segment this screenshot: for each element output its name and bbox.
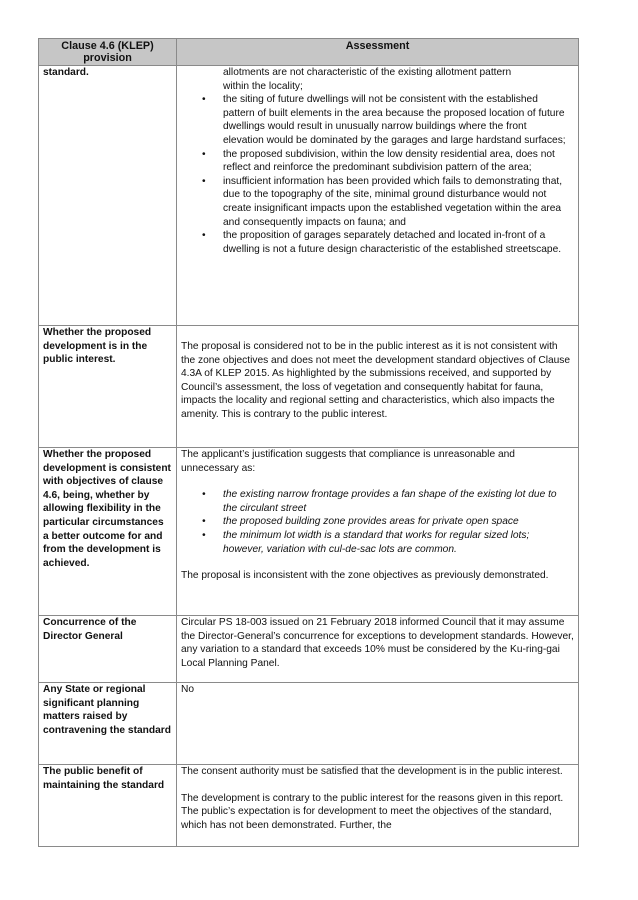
italic-bullet-list [181,488,572,556]
provision-cell: The public benefit of maintaining the standard [39,765,177,847]
list-item: • insufficient information has been provided which fails to demonstrating that, due to the topography of the site, minimal ground disturbance would not create insignificant impacts upon the established vegetation within the area and consequently impacts on fauna; and [223,175,570,229]
assessment-text: The development is contrary to the public interest for the reasons given in this report. The public’s expectation is for development to meet the objectives of the standard, which has not been demonstrated. Further, the [181,792,564,831]
provision-cell: Any State or regional significant planning matters raised by contravening the standard [39,683,177,765]
list-item: • the proposed building zone provides areas for private open space [223,515,572,529]
text-line: allotments are not characteristic of the existing allotment pattern [223,67,512,78]
table-row [39,448,579,616]
provision-cell: Whether the proposed development is consistent with objectives of clause 4.6, being, whether by allowing flexibility in the particular circumstances a better outcome for and from the development is achieved. [39,448,177,616]
assessment-cell [177,683,579,765]
assessment-cell [177,326,579,448]
table-header-row [39,39,579,66]
table-row [39,616,579,683]
provision-cell: Whether the proposed development is in the public interest. [39,326,177,448]
table-row [39,326,579,448]
assessment-cell [177,765,579,847]
assessment-cell [177,616,579,683]
provision-cell: Concurrence of the Director General [39,616,177,683]
table-row [39,765,579,847]
list-item: • the siting of future dwellings will not be consistent with the established pattern of built elements in the area because the proposed location of future dwellings would result in unusually narrow buildings where the front elevation would be dominated by the garages and large hardstand surfaces; [223,93,570,147]
assessment-text: Circular PS 18-003 issued on 21 February 2018 informed Council that it may assume the Director-General’s concurrence for exceptions to development standards. However, any variation to a standard that exceeds 10% must be considered by the Ku-ring-gai Local Planning Panel. [181,617,574,669]
list-item: • the minimum lot width is a standard that works for regular sized lots; however, variation with cul-de-sac lots are common. [223,529,572,556]
list-item: • the proposed subdivision, within the low density residential area, does not reflect and reinforce the predominant subdivision pattern of the area; [223,148,570,175]
assessment-text: The proposal is considered not to be in the public interest as it is not consistent with the zone objectives and does not meet the development standard objectives of Clause 4.3A of KLEP 2015. As highlighted by the submissions received, and supported by Council’s assessment, the loss of vegetation and consequently habitat for fauna, impacts the locality and regional setting and characteristics, which also impacts the amenity. This is contrary to the public interest. [181,341,571,420]
assessment-text: No [181,684,195,695]
list-item: • the existing narrow frontage provides a fan shape of the existing lot due to the circulant street [223,488,572,515]
provision-cell: standard. [39,66,177,326]
assessment-cell [177,66,579,326]
assessment-intro: The applicant’s justification suggests that compliance is unreasonable and unnecessary as: [181,449,515,474]
header-assessment: Assessment [177,39,579,66]
continued-bullet-text [181,66,570,93]
assessment-outro: The proposal is inconsistent with the zone objectives as previously demonstrated. [181,570,549,582]
table-row [39,683,579,765]
header-provision: Clause 4.6 (KLEP) provision [39,39,177,66]
bullet-list [181,93,570,256]
table-row [39,66,579,326]
assessment-text: The consent authority must be satisfied that the development is in the public interest. [181,766,563,777]
list-item: • the proposition of garages separately detached and located in-front of a dwelling is not a future design characteristic of the established streetscape. [223,229,570,256]
text-line: within the locality; [223,80,303,92]
clause-4-6-table [38,38,579,847]
assessment-cell [177,448,579,616]
